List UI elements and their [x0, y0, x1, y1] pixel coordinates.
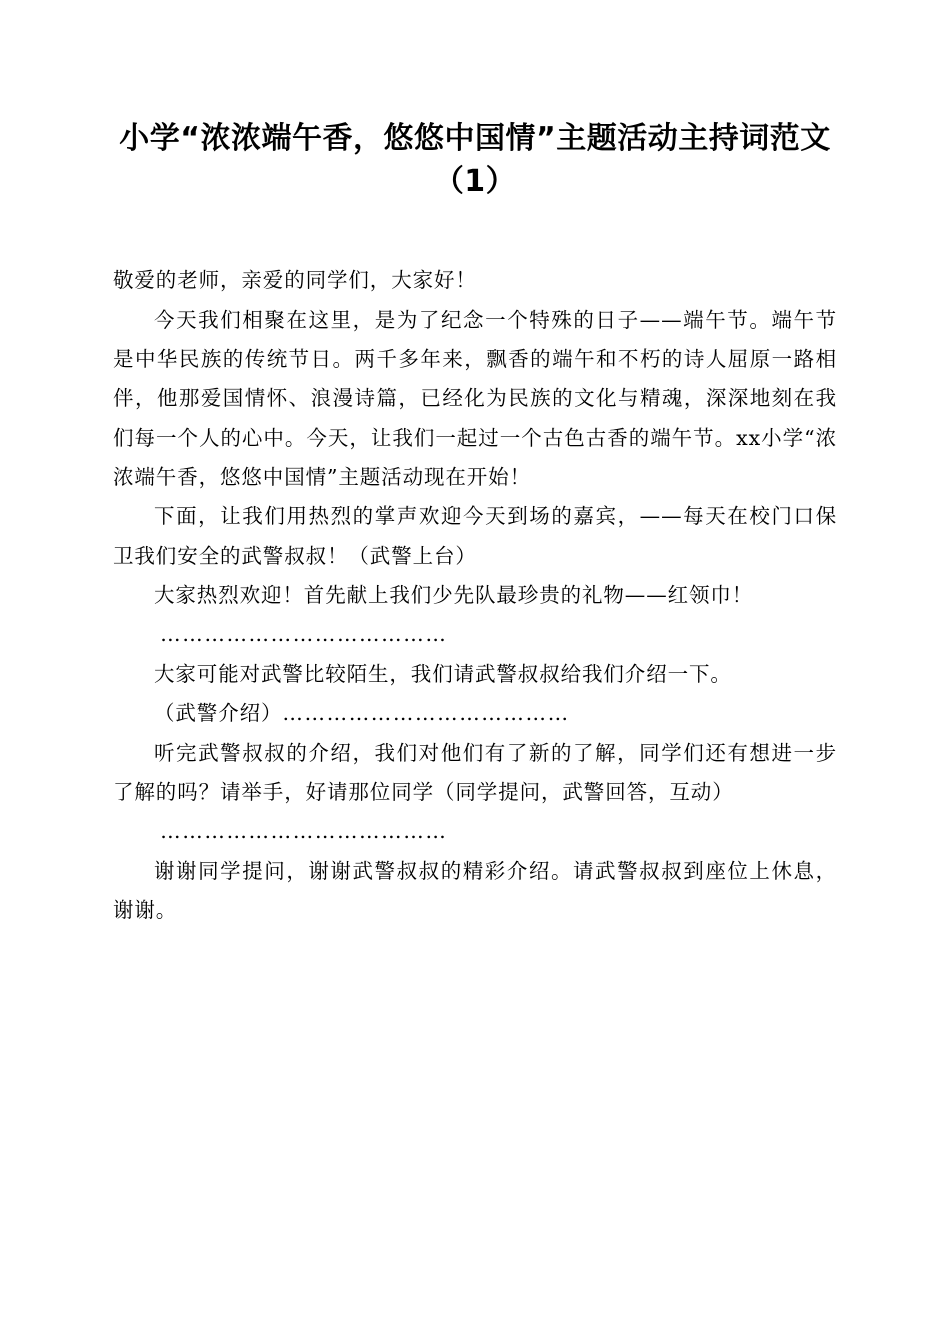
paragraph-red-scarf: 大家热烈欢迎！首先献上我们少先队最珍贵的礼物——红领巾！ [154, 583, 754, 608]
paragraph-introduce-request: 大家可能对武警比较陌生，我们请武警叔叔给我们介绍一下。 [154, 661, 732, 686]
paragraph-introduce-note-dots: ………………………………… [282, 701, 570, 726]
paragraph-dots-2: ………………………………… [160, 819, 448, 844]
paragraph-opening: 今天我们相聚在这里，是为了纪念一个特殊的日子——端午节。端午节是中华民族的传统节日。两千多年来，飘香的端午和不朽的诗人屈原一路相伴，他那爱国情怀、浪漫诗篇，已经化为民族的文化与精魂，深深地刻在我们每一个人的心中。今天，让我们一起过一个古色古香的端午节。xx小学“浓浓端午香，悠悠中国情”主题活动现在开始！ [113, 307, 837, 489]
document-body [113, 261, 837, 930]
paragraph-greeting: 敬爱的老师，亲爱的同学们，大家好！ [113, 268, 477, 293]
paragraph-questions: 听完武警叔叔的介绍，我们对他们有了新的了解，同学们还有想进一步了解的吗？请举手，好请那位同学（同学提问，武警回答，互动） [113, 740, 837, 804]
paragraph-welcome-guests: 下面，让我们用热烈的掌声欢迎今天到场的嘉宾，——每天在校门口保卫我们安全的武警叔叔！（武警上台） [113, 504, 837, 568]
paragraph-introduce-note-text: （武警介绍） [154, 701, 283, 726]
page-title: 小学“浓浓端午香，悠悠中国情”主题活动主持词范文（1） [119, 121, 831, 199]
paragraph-thanks: 谢谢同学提问，谢谢武警叔叔的精彩介绍。请武警叔叔到座位上休息，谢谢。 [113, 858, 837, 922]
paragraph-dots-1: ………………………………… [160, 622, 448, 647]
paragraph-introduce-note [113, 694, 837, 733]
